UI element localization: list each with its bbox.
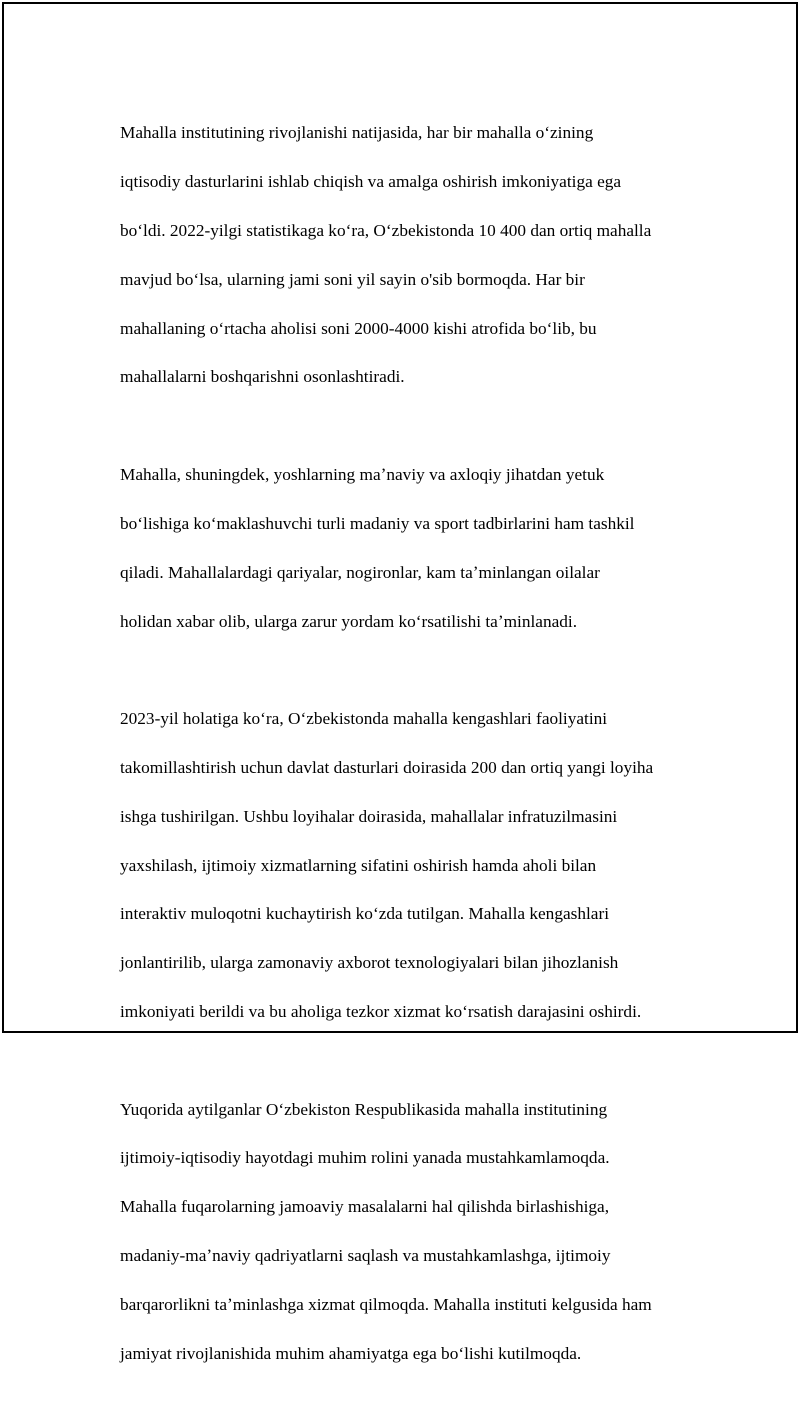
text-line: mahallalarni boshqarishni osonlashtiradi. xyxy=(120,367,405,387)
document-body xyxy=(120,97,692,1415)
paragraph-2 xyxy=(120,439,692,659)
document-page xyxy=(2,2,798,1363)
text-line: boʻldi. 2022-yilgi statistikaga koʻra, Oʻzbekistonda 10 400 dan ortiq mahalla xyxy=(120,221,652,241)
text-line: interaktiv muloqotni kuchaytirish koʻzda tutilgan. Mahalla kengashlari xyxy=(120,904,610,924)
text-line: mahallaning oʻrtacha aholisi soni 2000-4000 kishi atrofida boʻlib, bu xyxy=(120,318,597,338)
text-line: yaxshilash, ijtimoiy xizmatlarning sifatini oshirish hamda aholi bilan xyxy=(120,855,597,875)
text-line: jonlantirilib, ularga zamonaviy axborot texnologiyalari bilan jihozlanish xyxy=(120,953,619,973)
paragraph-1 xyxy=(120,97,692,414)
text-line: barqarorlikni taʼminlashga xizmat qilmoqda. Mahalla instituti kelgusida ham xyxy=(120,1294,652,1314)
text-line: imkoniyati berildi va bu aholiga tezkor xizmat koʻrsatish darajasini oshirdi. xyxy=(120,1002,642,1021)
text-line: Mahalla institutining rivojlanishi natijasida, har bir mahalla oʻzining xyxy=(120,123,594,143)
text-line: ijtimoiy-iqtisodiy hayotdagi muhim rolini yanada mustahkamlamoqda. xyxy=(120,1148,610,1168)
text-line: 2023-yil holatiga koʻra, Oʻzbekistonda mahalla kengashlari faoliyatini xyxy=(120,709,608,729)
paragraph-4 xyxy=(120,1073,692,1390)
text-line: boʻlishiga koʻmaklashuvchi turli madaniy va sport tadbirlarini ham tashkil xyxy=(120,513,635,533)
text-line: qiladi. Mahallalardagi qariyalar, nogironlar, kam taʼminlangan oilalar xyxy=(120,562,600,582)
text-line: madaniy-maʼnaviy qadriyatlarni saqlash va mustahkamlashga, ijtimoiy xyxy=(120,1246,611,1266)
text-line: mavjud boʻlsa, ularning jami soni yil sayin o'sib bormoqda. Har bir xyxy=(120,269,585,289)
text-line: Yuqorida aytilganlar Oʻzbekiston Respublikasida mahalla institutining xyxy=(120,1099,608,1119)
text-line: Mahalla fuqarolarning jamoaviy masalalarni hal qilishda birlashishiga, xyxy=(120,1197,610,1217)
text-line: holidan xabar olib, ularga zarur yordam koʻrsatilishi taʼminlanadi. xyxy=(120,611,578,631)
text-line: iqtisodiy dasturlarini ishlab chiqish va amalga oshirish imkoniyatiga ega xyxy=(120,172,622,192)
text-line: takomillashtirish uchun davlat dasturlari doirasida 200 dan ortiq yangi loyiha xyxy=(120,757,654,777)
paragraph-3 xyxy=(120,683,692,1049)
text-line: jamiyat rivojlanishida muhim ahamiyatga ega boʻlishi kutilmoqda. xyxy=(120,1343,582,1363)
text-line: Mahalla, shuningdek, yoshlarning maʼnaviy va axloqiy jihatdan yetuk xyxy=(120,465,605,485)
text-line: ishga tushirilgan. Ushbu loyihalar doirasida, mahallalar infratuzilmasini xyxy=(120,806,618,826)
